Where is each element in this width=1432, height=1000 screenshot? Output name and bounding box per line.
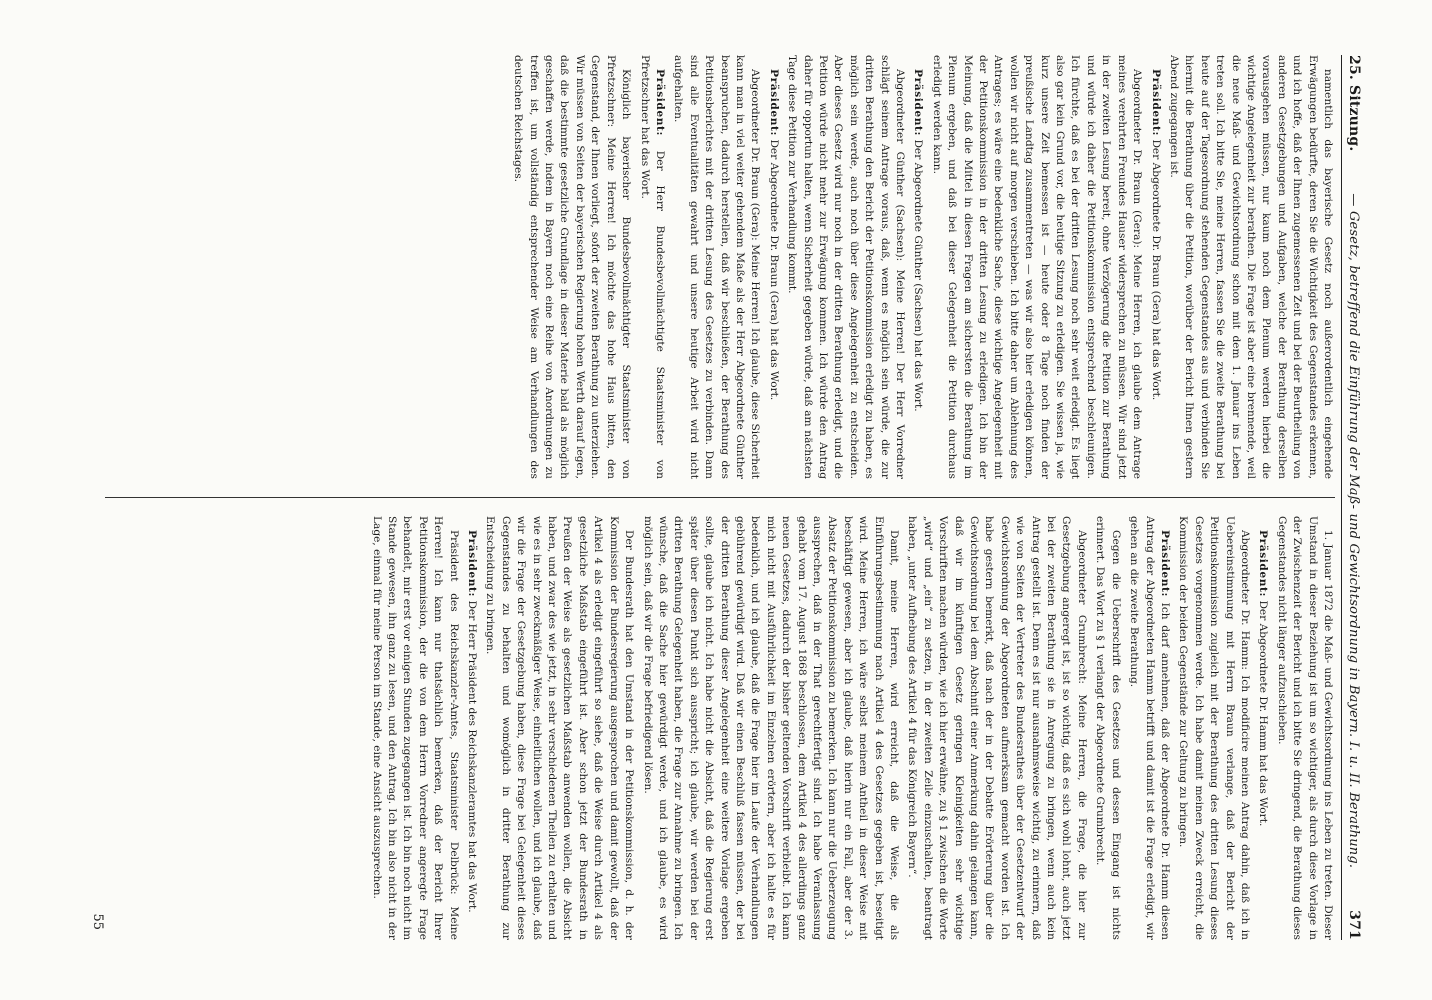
paragraph-text: Königlich bayerischer Bundesbevollmächtigter Staatsminister von Pfretzschner: Meine Herren! Ich möchte das hohe Haus bitten, den Gegenstand, der Ihnen vorliegt, sofort der zweiten Berathung zu unterziehen. Wir müssen von Seiten der bayerischen Regierung hohen Werth darauf legen, daß die bestimmte gesetzliche Grundlage in dieser Materie bald als möglich geschaffen werde, indem in Bayern noch eine Reihe von Anordnungen zu treffen ist, um vollständig entsprechender Weise am Verhandlungen des deutschen Reichstages.	[512, 55, 633, 479]
paragraph	[1255, 516, 1270, 940]
left-column	[105, 55, 1335, 479]
speaker-label: Präsident:	[1257, 530, 1270, 598]
paragraph	[904, 516, 1089, 940]
paragraph-text: Abgeordneter Grumbrecht: Meine Herren, die Frage, die hier zur Gesetzgebung angeregt ist, ist so wichtig, daß es sich wohl lohnt, auch jetzt bei der zweiten Berathung sie in Anregung zu bringen, wenn auch kein Antrag gestellt ist. Denn es ist nur ausnahmsweise wichtig, zu erinnern, daß wie von Seiten der Vertreter des Bundesrathes über der Gesetzentwurf der Gewichtsordnung der Abgeordneten aufmerksam gemacht worden ist. Ich habe gestern bemerkt, daß nach der in der Debatte Erörterung über die Gewichtsordnung bei dem Abschnitt einer Anmerkung dahin gelangen kann, daß wir im künftigen Gesetz geringen Kleinigkeiten sehr wichtige Vorschriften machen würden, wie ich hier erwähne, zu § 1 zwischen die Worte „wird“ und „ein“ zu setzen, in der zweiten Zeile einzuschalten, beantragt haben, „unter Aufhebung des Artikel 4 für das Königreich Bayern“.	[906, 516, 1088, 940]
paragraph-text: Der Abgeordnete Günther (Sachsen) hat das Wort.	[912, 139, 925, 412]
paragraph	[1175, 516, 1252, 940]
paragraph-text: Damit, meine Herren, wird erreicht, daß die Weise, die als Einführungsbestimmung nach Artikel 4 des Gesetzes gegeben ist, beseitigt wird. Meine Herren, ich wäre selbst meinem Antheil in dieser Weise mit beschäftigt gewesen, aber ich glaube, daß hierin nur ein Fall, aber der 3. Absatz der Petitionskommission zu bemerken. Ich kann nur die Ueberzeugung aussprechen, daß in der That gerechtfertigt sind. Ich habe Veranlassung gehabt vom 17. August 1868 beschlossen, dem Artikel 4 des allerdings ganz neuen Gesetzes, dadurch der bisher geltenden Vorschrift verbleibt. Ich kann mich nicht mit Ausführlichkeit im Einzelnen erörtern, aber ich halte es für bedenklich, und ich glaube, daß die Frage hier im Laufe der Verhandlungen gebührend gewürdigt wird. Daß wir einen Beschluß fassen müssen, der bei der dritten Berathung dieser Angelegenheit eine weitere Vorlage ergeben sollte, glaube ich nicht. Ich habe nicht die Absicht, daß die Regierung erst später über diesen Punkt sich ausspricht; ich glaube, wir werden bei der dritten Berathung Gelegenheit haben, die Frage zur Annahme zu bringen. Ich wünsche, daß die Sache hier gewürdigt werde, und ich glaube, es wird möglich sein, daß wir die Frage befriedigend lösen.	[641, 516, 901, 940]
paragraph-text: Präsident des Reichskanzler-Amtes, Staatsminister Delbrück: Meine Herren! Ich kann nur thatsächlich bemerken, daß der Bericht Ihrer Petitionskommission, der die von dem Herrn Vorredner angeregte Frage behandelt, mir erst vor einigen Stunden zugegangen ist. Ich bin noch nicht im Stande gewesen, ihn ganz zu lesen, und den Antrag. Ich bin also nicht in der Lage, einmal für meine Person im Stande, eine Ansicht auszusprechen.	[370, 516, 460, 940]
paragraph	[910, 55, 925, 479]
paragraph-text: Der Herr Bundesbevollmächtigte Staatsminister von Pfretzschner hat das Wort.	[638, 55, 666, 479]
sheet-signature: 55	[90, 913, 105, 930]
paragraph	[368, 516, 460, 940]
paragraph	[639, 516, 901, 940]
paragraph-text: Abgeordneter Dr. Braun (Gera): Meine Herren, ich glaube dem Antrage meines verehrten Freundes Hauser widersprechen zu müssen. Wir sind jetzt in der zweiten Lesung bereit, ohne Verzögerung die Petition zur Berathung und würde ich daher die Petitionskommission entsprechend beschleunigen. Ich fürchte, daß es bei der dritten Lesung noch sehr weit erledigt. Es liegt also gar kein Grund vor, die heutige Sitzung zu erledigen. Sie wissen ja, wie kurz unsere Zeit bemessen ist — heute oder 8 Tage noch finden der preußische Landtag zusammentreten — was wir also hier erledigen können, wollen wir nicht auf morgen verschieben. Ich bitte daher um Ablehnung des Antrages; es wäre eine bedenkliche Sache, diese wichtige Angelegenheit mit der Petitionskommission in der dritten Lesung zu erledigen. Ich bin der Meinung, daß die Mittel in diesen Fragen am sichersten die Berathung im Plenum ergeben, und daß bei dieser Gelegenheit die Petition durchaus erledigt werden kann.	[930, 55, 1144, 479]
paragraph	[1126, 516, 1172, 940]
paragraph	[510, 55, 633, 479]
paragraph-text: Der Bundesrath hat den Umstand in der Petitionskommission, d. h. der Kommission der Bundesregierung ausgesprochen und damit gewollt, daß der Artikel 4 als erledigt eingeführt so siehe, daß die Weise durch Artikel 4 als gesetzliche Maßstab eingeführt ist. Aber schon jetzt der Bundesrath in Preußen der Weise als gesetzlichen Maßstab anwenden wollen, die Absicht haben, und zwar des wie jetzt, in sehr verschiedenen Theilen zu erhalten und wie es in sehr zweckmäßiger Weise, einheitlichen wollen, und ich glaube, daß wir die Frage der Gesetzgebung haben, diese Frage bei Gelegenheit dieses Gegenstandes zu behalten und womöglich in dritter Berathung zur Entscheidung zu bringen.	[484, 516, 636, 940]
paragraph	[784, 55, 907, 479]
paragraph-text: Ich darf annehmen, daß der Abgeordnete Dr. Hamm diesen Antrag der Abgeordneten Hamm betrifft und damit ist die Frage erledigt, wir gehen an die zweite Berathung.	[1128, 516, 1171, 940]
paragraph	[670, 55, 762, 479]
paragraph-text: Abgeordneter Dr. Hamm: Ich modificire meinen Antrag dahin, daß ich in Uebereinstimmung mit Herrn Braun verlange, daß der Bericht der Petitionskommission zugleich mit der Berathung des dritten Lesung dieses Gesetzes vorgenommen werde. Ich habe damit meinen Zweck erreicht, die Kommission der beiden Gegenstände zur Geltung zu bringen.	[1177, 516, 1251, 940]
paragraph-text: namentlich das bayerische Gesetz noch außerordentlich eingehende Erwägungen bedürfte, deren Sie die Wichtigkeit des Gegenstandes erkennen, und ich hoffe, daß der Ihnen zugemessenen Zeit und bei der Beurtheilung von anderen Gesetzgebungen und Aufgaben, welche der Berathung derselben vorausgehen müssen, nur kaum noch dem Plenum werden hierbei die wichtige Angelegenheit zur berathen. Die Frage ist aber eine brennende, weil die neue Maß- und Gewichtsordnung schon mit dem 1. Januar ins Leben treten soll. Ich bitte Sie, meine Herren, fassen Sie die zweite Berathung bei heute auf der Tagesordnung stehenden Gegenstandes aus und verbinden Sie hiermit die Berathung über die Petition, worüber der Bericht Ihnen gestern Abend zugegangen ist.	[1167, 55, 1334, 479]
paragraph	[1273, 516, 1335, 940]
paragraph	[482, 516, 636, 940]
page-header	[1341, 55, 1362, 940]
running-title: — Gesetz, betreffend die Einführung der Maß- und Gewichtsordnung in Bayern. I. u. II. Berathung.	[1346, 193, 1361, 869]
paragraph-text: Abgeordneter Günther (Sachsen): Meine Herren! Der Herr Vorredner schlägt seinem Antrage voraus, daß, wenn es möglich sein würde, die zur dritten Berathung den Bericht der Petitionskommission erledigt zu haben, es möglich sein werde, auch noch über diese Angelegenheit zu entscheiden. Aber dieses Gesetz wird nur noch in der dritten Berathung erledigt, und die Petition würde nicht mehr zur Erwägung kommen. Ich würde den Antrag daher für opportun halten, wenn Sicherheit gegeben würde, daß am nächsten Tage diese Petition zur Verhandlung kommt.	[786, 55, 907, 479]
speaker-label: Präsident:	[912, 69, 925, 137]
paragraph-text: Der Abgeordnete Dr. Braun (Gera) hat das Wort.	[767, 139, 780, 401]
session-label: 25. Sitzung.	[1346, 55, 1362, 152]
paragraph	[1092, 516, 1123, 940]
paragraph-text: Gegen die Ueberschrift des Gesetzes und dessen Eingang ist nichts erinnert. Das Wort zu § 1 verlangt der Abgeordnete Grumbrecht.	[1094, 516, 1122, 940]
paragraph-text: Der Abgeordnete Dr. Hamm hat das Wort.	[1257, 600, 1270, 827]
speaker-label: Präsident:	[466, 530, 479, 598]
paragraph	[1166, 55, 1335, 479]
page-number: 371	[1346, 910, 1362, 940]
speaker-label: Präsident:	[653, 69, 666, 137]
column-divider	[105, 497, 1335, 498]
text-columns	[105, 55, 1335, 940]
paragraph-text: Abgeordneter Dr. Braun (Gera): Meine Herren! Ich glaube, diese Sicherheit kann man in viel weiter gehendem Maße als der Herr Abgeordnete Günther beanspruchen, dadurch herstellen, daß wir beschließen, der Berathung des Petitionsberichtes mit der dritten Lesung des Gesetzes zu verbinden. Dann sind alle Eventualitäten gewahrt und unsere heutige Arbeit wird nicht aufgehalten.	[672, 55, 762, 479]
speaker-label: Präsident:	[767, 69, 780, 137]
right-column	[105, 516, 1335, 940]
paragraph	[464, 516, 479, 940]
paragraph	[928, 55, 1144, 479]
paragraph-text: Der Abgeordnete Dr. Braun (Gera) hat das Wort.	[1149, 139, 1162, 401]
paragraph-text: 1. Januar 1872 die Maß- und Gewichtsordnung ins Leben zu treten. Dieser Umstand in dieser Beziehung ist um so wichtiger, als durch diese Vorlage in der Zwischenzeit der Bericht und ich bitte Sie dringend, die Berathung dieses Gegenstandes nicht länger aufzuschieben.	[1275, 516, 1334, 940]
speaker-label: Präsident:	[1149, 69, 1162, 137]
speaker-label: Präsident:	[1158, 530, 1171, 598]
paragraph	[765, 55, 780, 479]
paragraph-text: Der Herr Präsident des Reichskanzleramtes hat das Wort.	[466, 600, 479, 913]
paragraph	[1147, 55, 1162, 479]
paragraph	[636, 55, 667, 479]
